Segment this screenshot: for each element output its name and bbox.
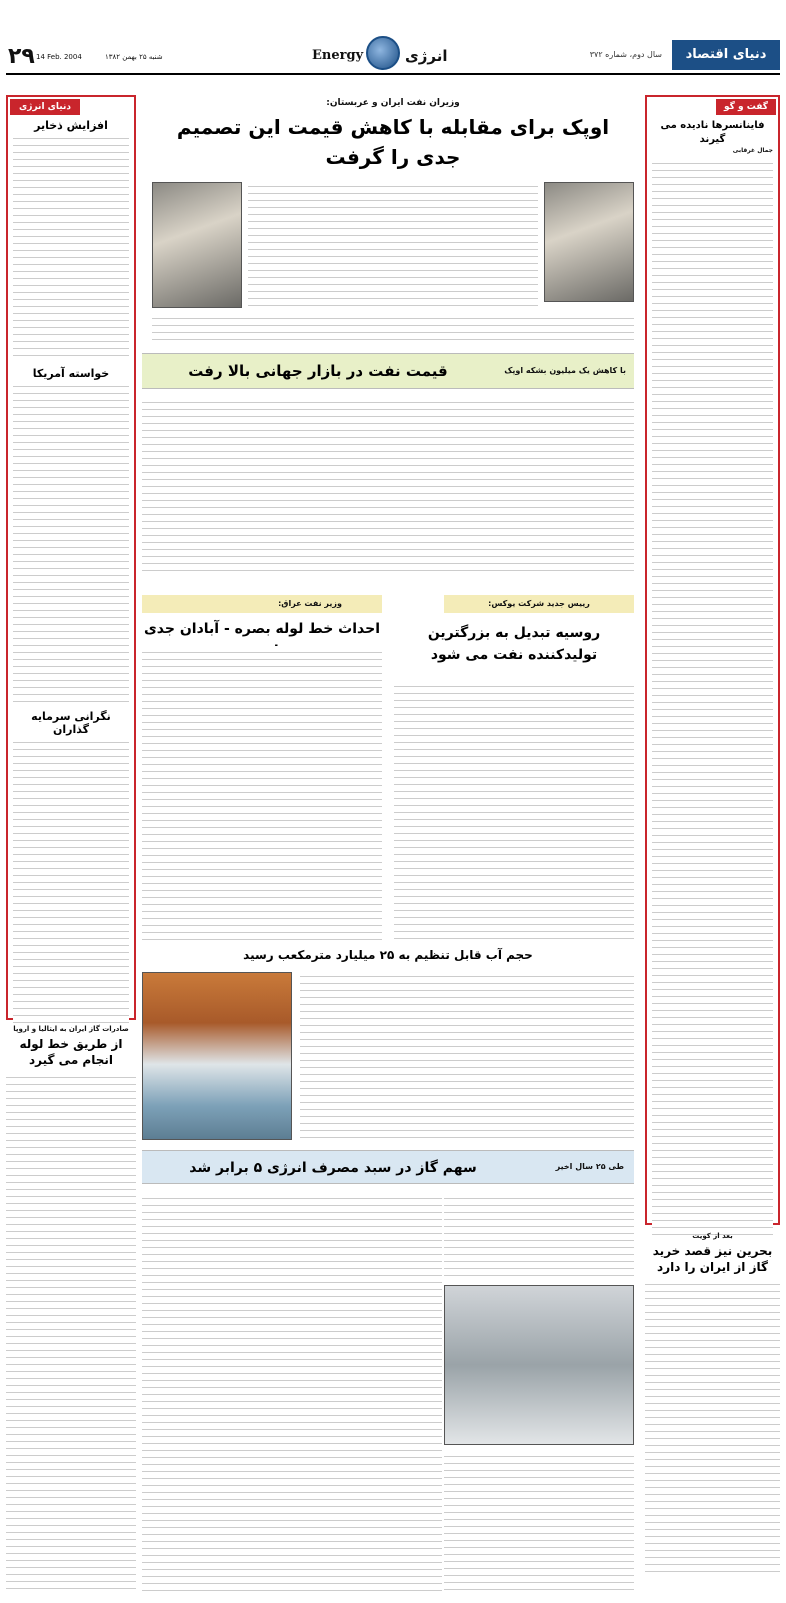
dam-photo: [142, 972, 292, 1140]
oil-price-subtitle: با کاهش یک میلیون بشکه اوپک: [504, 366, 626, 375]
logo: [672, 40, 780, 70]
interview-author: جمال غرقابی: [732, 147, 773, 154]
iraq-kicker-bar: [142, 595, 382, 613]
russia-body: [394, 680, 634, 940]
minister-photo-left: [152, 182, 242, 308]
gas-share-band: [142, 1150, 634, 1184]
interview-body: [652, 157, 773, 1237]
water-title: حجم آب قابل تنظیم به ۲۵ میلیارد مترمکعب رسید: [243, 948, 533, 962]
russia-kicker: رییس جدید شرکت یوکس:: [488, 599, 590, 608]
left-bottom-story: [6, 1025, 136, 1597]
right-bottom-body: [645, 1278, 780, 1578]
interview-title: فاینانسرها نادیده می گیرند: [660, 120, 765, 145]
section-title-fa: انرژی: [405, 47, 448, 65]
globe-icon: [366, 36, 400, 70]
left-bottom-body: [6, 1071, 136, 1591]
gas-share-body: [444, 1192, 634, 1282]
russia-kicker-bar: [444, 595, 634, 613]
page-header: [0, 0, 786, 80]
right-bottom-title: بحرین نیز قصد خرید گاز از ایران را دارد: [652, 1244, 773, 1274]
main-story-body-lower: [152, 312, 634, 342]
water-body: [300, 970, 634, 1140]
logo-text: دنیای اقتصاد: [685, 47, 767, 62]
date-fa: شنبه ۲۵ بهمن ۱۳۸۲: [105, 53, 163, 61]
issue-number: سال دوم، شماره ۳۷۲: [589, 50, 662, 59]
header-rule: [6, 73, 780, 75]
minister-photo-right: [544, 182, 634, 302]
iraq-body: [142, 646, 382, 940]
right-bottom-story: [645, 1232, 780, 1597]
left-item-title: نگرانی سرمایه گذاران: [31, 710, 111, 736]
gas-share-subtitle: طی ۲۵ سال اخیر: [555, 1162, 624, 1171]
gas-share-body-left: [142, 1192, 442, 1597]
date-en: 14 Feb. 2004: [36, 53, 82, 61]
section-title-en: Energy: [312, 48, 364, 63]
gas-share-title: سهم گاز در سبد مصرف انرژی ۵ برابر شد: [189, 1160, 477, 1176]
main-kicker: وزیران نفت ایران و عربستان:: [326, 98, 460, 108]
iraq-kicker: وزیر نفت عراق:: [278, 599, 342, 608]
left-item-body: [13, 736, 129, 1026]
gas-tanks-photo: [444, 1285, 634, 1445]
oil-price-title: قیمت نفت در بازار جهانی بالا رفت: [188, 362, 448, 380]
oil-price-body: [142, 396, 634, 576]
russia-title: روسیه تبدیل به بزرگترین تولیدکننده نفت می شود: [427, 625, 601, 663]
oil-price-band: [142, 353, 634, 389]
right-box-tag: گفت و گو: [716, 99, 776, 115]
iraq-title: احداث خط لوله بصره - آبادان جدی: [143, 621, 381, 637]
left-item-body: [13, 380, 129, 705]
left-news-box: [6, 95, 136, 1020]
left-box-tag: دنیای انرژی: [10, 99, 80, 115]
left-bottom-kicker: صادرات گاز ایران به ایتالیا و اروپا: [13, 1025, 129, 1033]
left-item-body: [13, 132, 129, 362]
right-bottom-kicker: بعد از کویت: [692, 1232, 733, 1240]
page-number: ۲۹: [8, 44, 35, 69]
left-bottom-title: از طریق خط لوله انجام می گیرد: [19, 1037, 123, 1067]
gas-share-body-lower: [444, 1450, 634, 1595]
left-item-title: افزایش ذخایر: [34, 119, 108, 132]
right-interview-box: [645, 95, 780, 1225]
main-headline: اوپک برای مقابله با کاهش قیمت این تصمیم جدی را گرفت: [176, 115, 610, 169]
left-item-title: خواسته آمریکا: [32, 367, 110, 380]
